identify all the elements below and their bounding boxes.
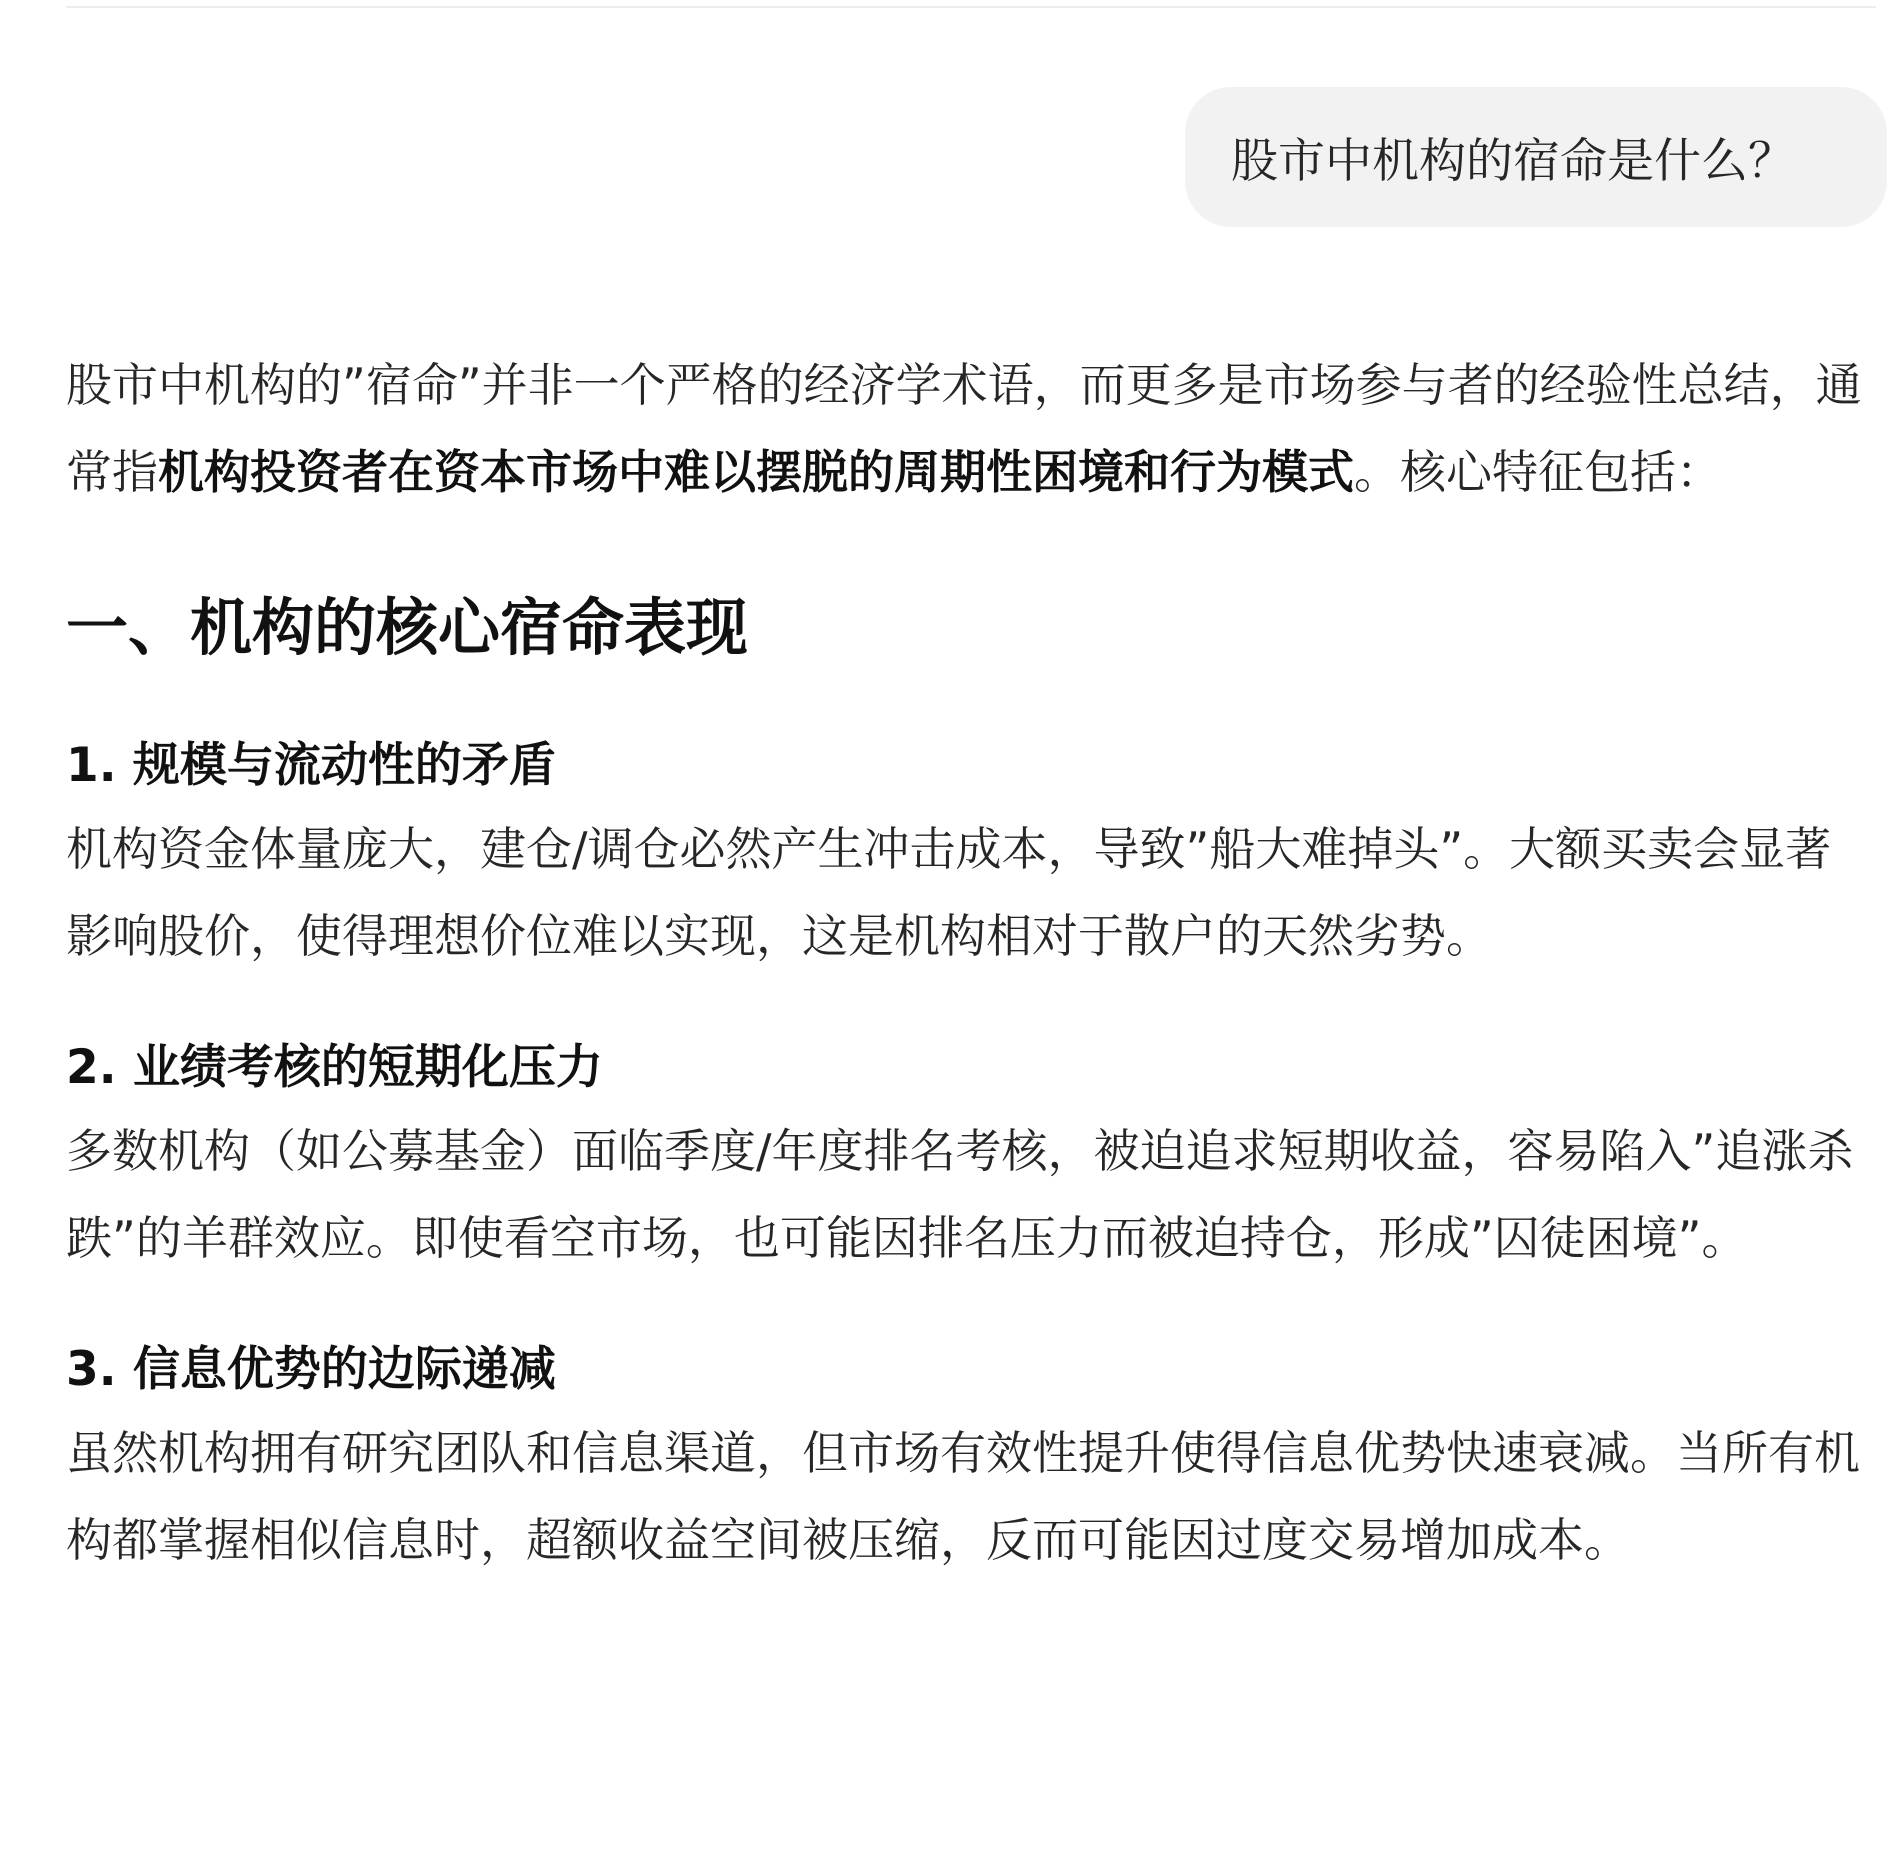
list-item <box>66 1330 1866 1584</box>
item-title: 1. 规模与流动性的矛盾 <box>66 738 556 793</box>
item-body: 机构资金体量庞大，建仓/调仓必然产生冲击成本，导致”船大难掉头”。大额买卖会显著影响股价，使得理想价位难以实现，这是机构相对于散户的天然劣势。 <box>66 822 1832 963</box>
intro-text-before: 股市中机构的”宿命”并非一个严格的经济学术语，而更多是市场参与者的经验性总结，通常指 <box>66 358 1862 499</box>
user-message-bubble <box>1185 87 1887 227</box>
list-item <box>66 726 1866 980</box>
top-divider <box>66 6 1876 8</box>
item-title: 2. 业绩考核的短期化压力 <box>66 1040 603 1095</box>
assistant-message <box>66 342 1866 1584</box>
item-title: 3. 信息优势的边际递减 <box>66 1342 556 1397</box>
intro-text-after: 。核心特征包括： <box>1354 445 1722 499</box>
intro-text-bold: 机构投资者在资本市场中难以摆脱的周期性困境和行为模式 <box>158 445 1354 499</box>
section-heading: 一、机构的核心宿命表现 <box>66 591 749 664</box>
item-body: 虽然机构拥有研究团队和信息渠道，但市场有效性提升使得信息优势快速衰减。当所有机构都掌握相似信息时，超额收益空间被压缩，反而可能因过度交易增加成本。 <box>66 1426 1860 1567</box>
list-item <box>66 1028 1866 1282</box>
assistant-intro <box>66 342 1866 516</box>
item-body: 多数机构（如公募基金）面临季度/年度排名考核，被迫追求短期收益，容易陷入”追涨杀跌”的羊群效应。即使看空市场，也可能因排名压力而被迫持仓，形成”囚徒困境”。 <box>66 1124 1854 1265</box>
user-message-text: 股市中机构的宿命是什么？ <box>1231 133 1795 189</box>
